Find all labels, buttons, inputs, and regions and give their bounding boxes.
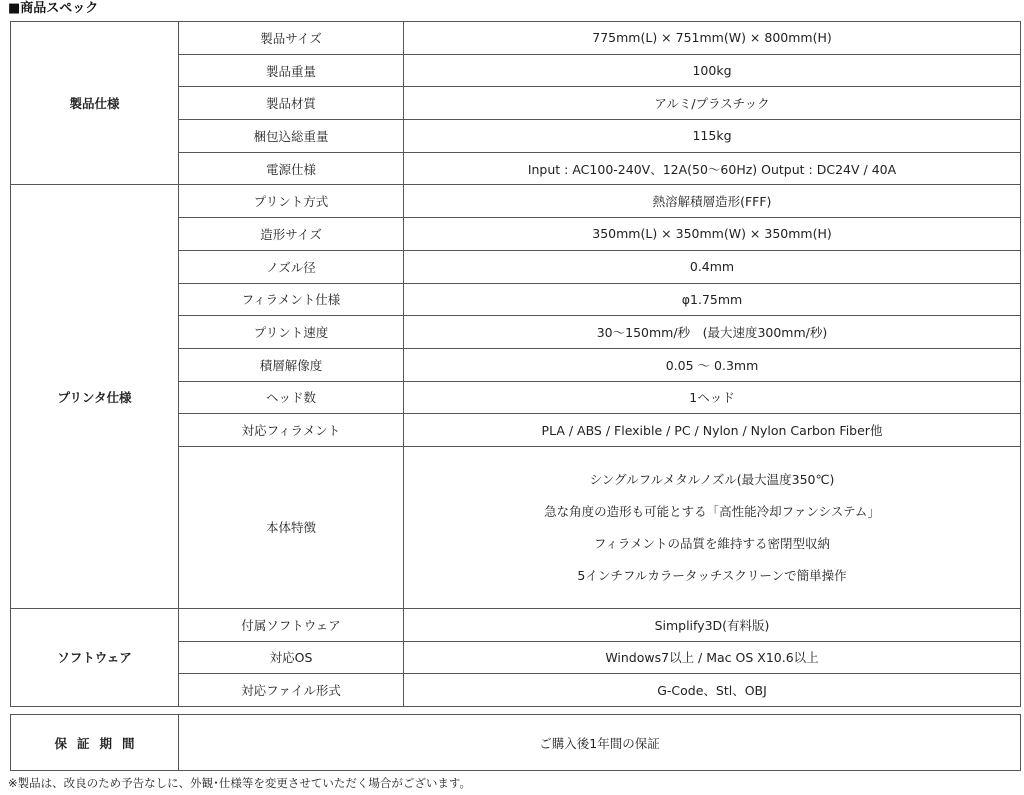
spec-value: 350mm(L) × 350mm(W) × 350mm(H) — [404, 218, 1021, 251]
spec-value: Input : AC100-240V、12A(50〜60Hz) Output : DC24V / 40A — [404, 152, 1021, 185]
warranty-value: ご購入後1年間の保証 — [179, 715, 1021, 771]
feature-list-cell — [404, 446, 1021, 608]
group-label-printer: プリンタ仕様 — [11, 185, 179, 609]
feature-item: 急な角度の造形も可能とする「高性能冷却ファンシステム」 — [544, 503, 880, 519]
spec-value: 0.4mm — [404, 250, 1021, 283]
spec-label: ヘッド数 — [179, 381, 404, 414]
spec-label: フィラメント仕様 — [179, 283, 404, 316]
spec-label: プリント方式 — [179, 185, 404, 218]
page-title: ■商品スペック — [8, 1, 99, 16]
spec-table — [10, 21, 1021, 707]
group-label-product: 製品仕様 — [11, 22, 179, 185]
spec-value: 1ヘッド — [404, 381, 1021, 414]
spec-label: 対応フィラメント — [179, 414, 404, 447]
spec-label: 電源仕様 — [179, 152, 404, 185]
feature-item: 5インチフルカラータッチスクリーンで簡単操作 — [577, 567, 847, 583]
spec-value: Windows7以上 / Mac OS X10.6以上 — [404, 641, 1021, 674]
spec-label: 製品材質 — [179, 87, 404, 120]
spec-value: 0.05 〜 0.3mm — [404, 348, 1021, 381]
spec-value: Simplify3D(有料版) — [404, 608, 1021, 641]
spec-value: 775mm(L) × 751mm(W) × 800mm(H) — [404, 22, 1021, 55]
warranty-label: 保証期間 — [11, 715, 179, 771]
feature-list — [404, 470, 1020, 585]
spec-label: 造形サイズ — [179, 218, 404, 251]
spec-value: アルミ/プラスチック — [404, 87, 1021, 120]
spec-label: ノズル径 — [179, 250, 404, 283]
table-row — [11, 608, 1021, 641]
spec-value: PLA / ABS / Flexible / PC / Nylon / Nylon Carbon Fiber他 — [404, 414, 1021, 447]
spec-label: 梱包込総重量 — [179, 120, 404, 153]
spec-value: 熱溶解積層造形(FFF) — [404, 185, 1021, 218]
feature-item: フィラメントの品質を維持する密閉型収納 — [593, 535, 831, 551]
spec-value: G-Code、Stl、OBJ — [404, 674, 1021, 707]
spec-label: 本体特徴 — [179, 446, 404, 608]
spec-label: 製品重量 — [179, 54, 404, 87]
spec-value: 115kg — [404, 120, 1021, 153]
spec-label: 付属ソフトウェア — [179, 608, 404, 641]
footnote: ※製品は、改良のため予告なしに、外観･仕様等を変更させていただく場合がございます。 — [8, 776, 471, 790]
spec-label: 製品サイズ — [179, 22, 404, 55]
table-row — [11, 185, 1021, 218]
warranty-table — [10, 714, 1021, 771]
spec-label: 積層解像度 — [179, 348, 404, 381]
table-row — [11, 715, 1021, 771]
spec-label: 対応ファイル形式 — [179, 674, 404, 707]
spec-label: プリント速度 — [179, 316, 404, 349]
spec-value: φ1.75mm — [404, 283, 1021, 316]
spec-label: 対応OS — [179, 641, 404, 674]
table-row — [11, 22, 1021, 55]
spec-value: 100kg — [404, 54, 1021, 87]
feature-item: シングルフルメタルノズル(最大温度350℃) — [589, 471, 835, 487]
spec-value: 30〜150mm/秒 (最大速度300mm/秒) — [404, 316, 1021, 349]
group-label-software: ソフトウェア — [11, 608, 179, 706]
